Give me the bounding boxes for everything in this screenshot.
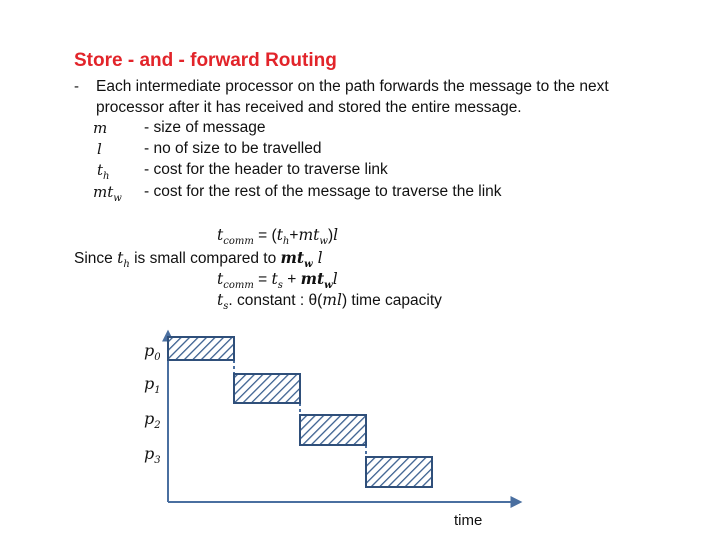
- since-line: Since $t_h$ is small compared to $mt_w$ l: [74, 248, 323, 271]
- equation-tcomm-full: $t_{comm} = (t_h+mt_w)l$: [217, 226, 339, 248]
- processor-label-p3: $p_3$: [144, 444, 161, 466]
- definition-symbol-th: $t_h$: [97, 161, 110, 182]
- definition-text-m: - size of message: [144, 119, 266, 136]
- message-block-p0: [168, 337, 234, 360]
- bullet-dash: -: [74, 78, 79, 95]
- definition-symbol-mtw: $mt_w$: [93, 183, 122, 204]
- definition-symbol-l: l: [97, 140, 102, 158]
- processor-label-p1: $p_1$: [144, 374, 161, 396]
- slide-title: Store - and - forward Routing: [74, 50, 337, 71]
- message-block-p3: [366, 457, 432, 487]
- equation-tcomm-approx: $t_{comm} = t_s + mt_wl$: [217, 269, 338, 292]
- definition-text-mtw: - cost for the rest of the message to traverse the link: [144, 183, 502, 200]
- message-block-p1: [234, 374, 300, 403]
- definition-text-th: - cost for the header to traverse link: [144, 161, 388, 178]
- bullet-text: Each intermediate processor on the path forwards the message to the next processor after it has received and stored the entire message.: [96, 78, 609, 116]
- equation-ts-constant: $t_s$. constant : θ(ml) time capacity: [217, 291, 442, 313]
- x-axis-label-time: time: [454, 512, 483, 529]
- processor-label-p2: $p_2$: [144, 409, 161, 431]
- definition-text-l: - no of size to be travelled: [144, 140, 322, 157]
- definition-symbol-m: m: [93, 119, 108, 137]
- processor-label-p0: $p_0$: [144, 341, 161, 363]
- message-block-p2: [300, 415, 366, 445]
